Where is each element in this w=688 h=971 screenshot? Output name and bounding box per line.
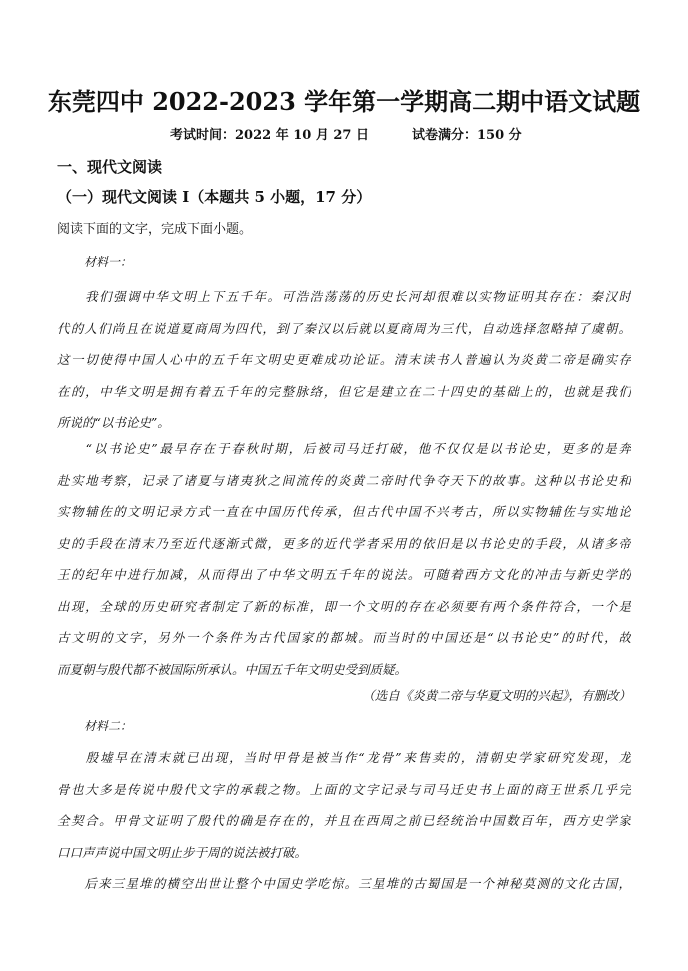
- material-two-paragraph-1: [57, 742, 631, 868]
- subsection-heading: （一）现代文阅读 I（本题共 5 小题，17 分）: [57, 188, 372, 206]
- text-line: 所说的“以书论史”。: [57, 415, 170, 430]
- text-line: 在的，中华文明是拥有着五千年的完整脉络，但它是建立在二十四史的基础上的，也就是我们: [57, 383, 631, 399]
- text-line: 代的人们尚且在说道夏商周为四代，到了秦汉以后就以夏商周为三代，自动选择忽略掉了虞朝。: [57, 320, 631, 336]
- text-line: 殷墟早在清末就已出现，当时甲骨是被当作“龙骨”来售卖的，清朝史学家研究发现，龙: [57, 750, 631, 765]
- text-line: 这一切使得中国人心中的五千年文明史更难成功论证。清末读书人普遍认为炎黄二帝是确实存: [57, 352, 631, 367]
- material-one-paragraph-2: [57, 433, 631, 685]
- exam-title: 东莞四中 2022-2023 学年第一学期高二期中语文试题: [47, 87, 641, 116]
- text-line: 骨也大多是传说中殷代文字的承载之物。上面的文字记录与司马迁史书上面的商王世系几乎完: [57, 781, 631, 797]
- text-line: 赴实地考察，记录了诸夏与诸夷狄之间流传的炎黄二帝时代争夺天下的故事。这种以书论史和: [57, 472, 631, 488]
- text-line: “以书论史”最早存在于春秋时期，后被司马迁打破，他不仅仅是以书论史，更多的是奔: [57, 441, 631, 456]
- material-two-label: 材料二：: [84, 719, 133, 733]
- material-one-paragraph-1: [57, 281, 631, 439]
- text-line: 史的手段在清末乃至近代逐渐式微，更多的近代学者采用的依旧是以书论史的手段，从诸多帝: [57, 535, 631, 551]
- section-heading: 一、现代文阅读: [57, 158, 163, 176]
- exam-full-score: 试卷满分：150 分: [412, 128, 522, 143]
- text-line: 古文明的文字，另外一个条件为古代国家的都城。而当时的中国还是“以书论史”的时代，故: [57, 630, 631, 645]
- material-one-source: （选自《炎黄二帝与华夏文明的兴起》，有删改）: [362, 688, 631, 703]
- text-line: 全契合。甲骨文证明了殷代的确是存在的，并且在西周之前已经统治中国数百年，西方史学家: [57, 813, 631, 828]
- text-line: 我们强调中华文明上下五千年。可浩浩荡荡的历史长河却很难以实物证明其存在：秦汉时: [57, 289, 631, 304]
- text-line: 王的纪年中进行加减，从而得出了中华文明五千年的说法。可随着西方文化的冲击与新史学的: [57, 567, 631, 582]
- reading-instruction: 阅读下面的文字，完成下面小题。: [57, 222, 253, 237]
- text-line: 实物辅佐的文明记录方式一直在中国历代传承，但古代中国不兴考古，所以实物辅佐与实地论: [57, 504, 631, 519]
- material-one-label: 材料一：: [84, 255, 133, 269]
- text-line: 口口声声说中国文明止步于周的说法被打破。: [57, 844, 308, 860]
- material-two-paragraph-2: [57, 868, 631, 900]
- text-line: 后来三星堆的横空出世让整个中国史学吃惊。三星堆的古蜀国是一个神秘莫测的文化古国，: [57, 876, 631, 891]
- text-line: 出现，全球的历史研究者制定了新的标准，即一个文明的存在必须要有两个条件符合，一个是: [57, 598, 631, 614]
- exam-time: 考试时间：2022 年 10 月 27 日: [170, 128, 369, 143]
- text-line: 而夏朝与殷代都不被国际所承认。中国五千年文明史受到质疑。: [57, 661, 408, 677]
